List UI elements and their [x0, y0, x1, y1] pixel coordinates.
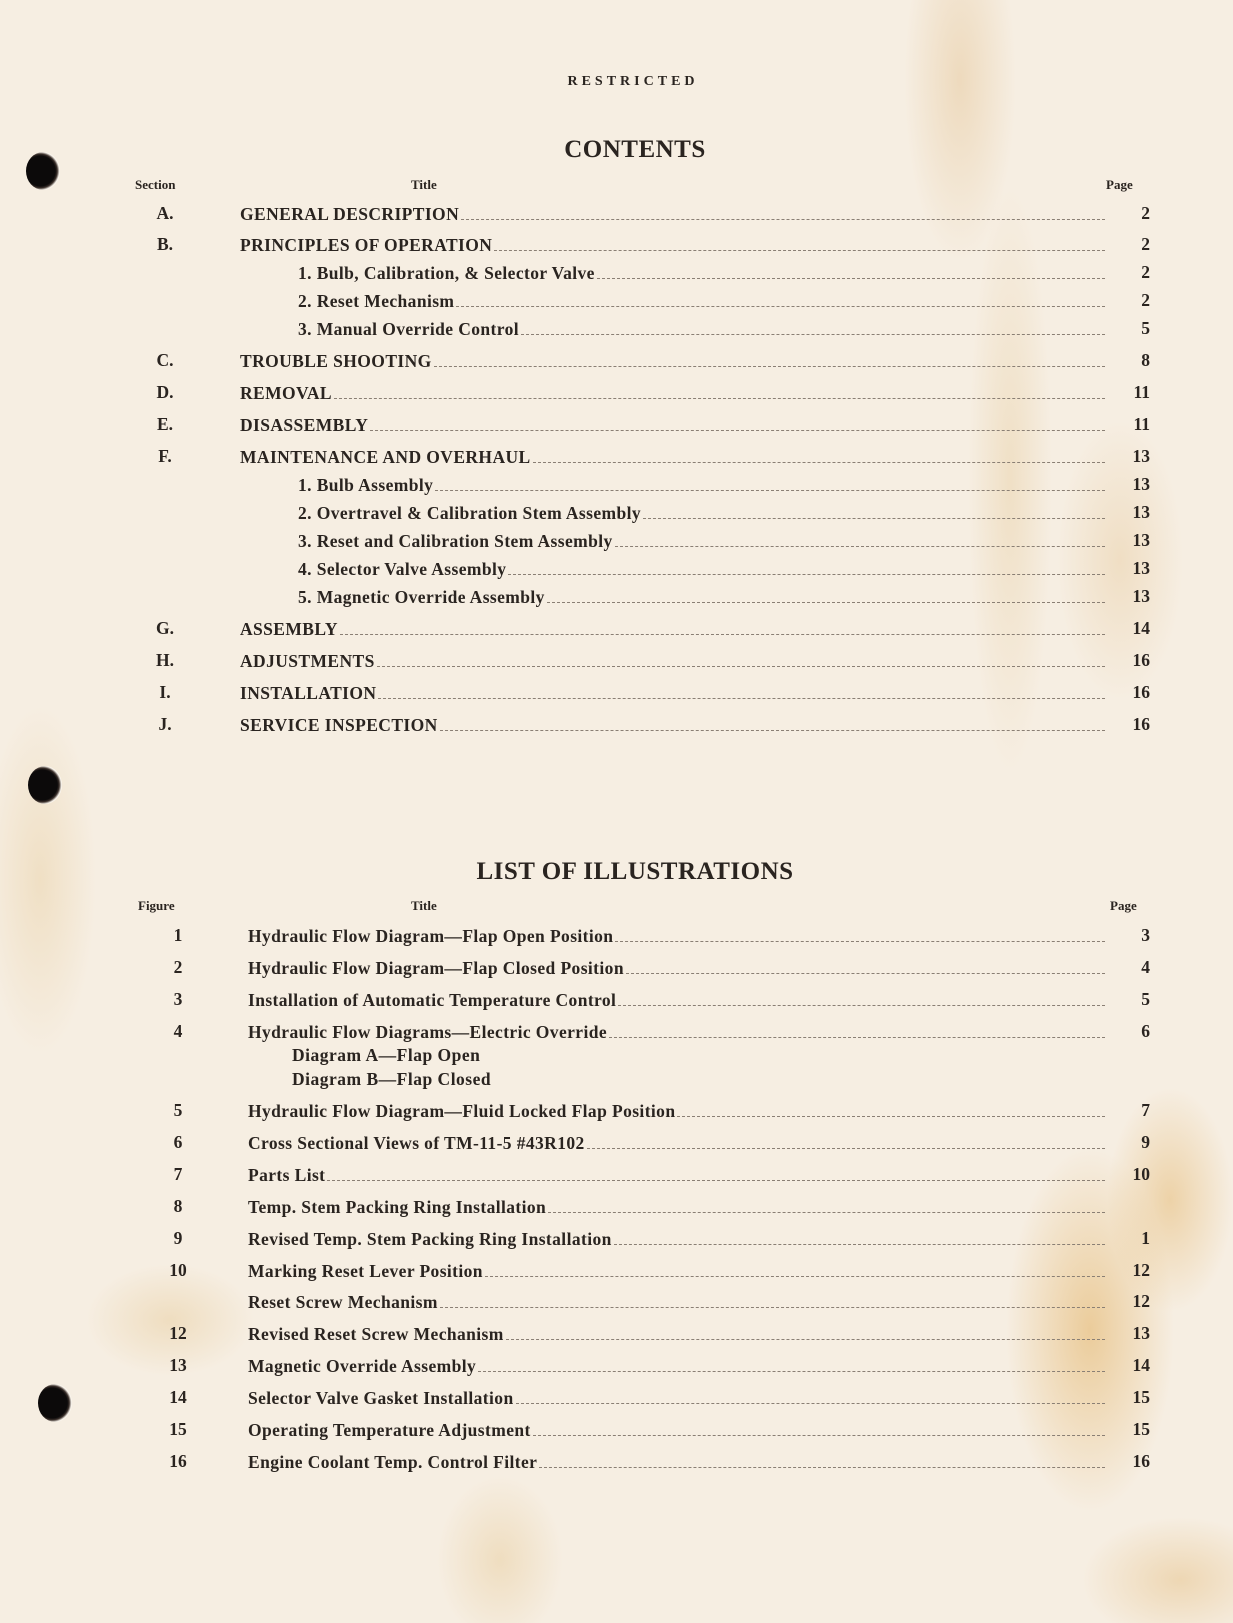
entry-title [248, 1260, 1113, 1282]
page-number: 5 [1141, 318, 1150, 338]
entry-title-text: INSTALLATION [240, 683, 377, 703]
section-letter: C. [156, 350, 174, 370]
leader-dots [626, 957, 1105, 974]
section-letter: I. [159, 682, 171, 702]
entry-title [298, 262, 1113, 284]
leader-dots [478, 1355, 1105, 1372]
contents-row [0, 618, 1233, 644]
page-number: 16 [1132, 1451, 1150, 1471]
contents-row [0, 350, 1233, 376]
leader-dots [539, 1451, 1105, 1468]
section-letter: F. [158, 446, 172, 466]
page-number: 2 [1141, 290, 1150, 310]
figure-number: 7 [173, 1164, 183, 1184]
section-letter: H. [156, 650, 174, 670]
page-number: 11 [1133, 414, 1150, 434]
entry-title [248, 1021, 1113, 1043]
page-number: 13 [1132, 558, 1150, 578]
page-number: 13 [1132, 474, 1150, 494]
entry-title-text: SERVICE INSPECTION [240, 715, 438, 735]
illustration-row [0, 1228, 1233, 1254]
entry-title [240, 350, 1113, 372]
entry-title [248, 1196, 1113, 1218]
illustration-row [0, 1419, 1233, 1445]
figure-number: 2 [173, 957, 183, 977]
entry-title [248, 1355, 1113, 1377]
entry-title [240, 414, 1113, 436]
entry-title [298, 318, 1113, 340]
leader-dots [327, 1164, 1105, 1181]
illustration-row [0, 925, 1233, 951]
leader-dots [494, 234, 1105, 251]
figure-number: 3 [173, 989, 183, 1009]
contents-row [0, 682, 1233, 708]
entry-title-text: Cross Sectional Views of TM-11-5 #43R102 [248, 1133, 585, 1153]
entry-title [248, 1387, 1113, 1409]
entry-title [240, 382, 1113, 404]
illustration-row [0, 1451, 1233, 1477]
contents-row [0, 558, 1233, 584]
leader-dots [434, 350, 1105, 367]
entry-title-text: Hydraulic Flow Diagram—Flap Open Position [248, 926, 614, 946]
page-number: 15 [1132, 1387, 1150, 1407]
figure-number: 8 [173, 1196, 183, 1216]
page-number: 13 [1132, 530, 1150, 550]
entry-title-text: Magnetic Override Assembly [248, 1356, 477, 1376]
leader-dots [440, 714, 1105, 731]
entry-title-text: MAINTENANCE AND OVERHAUL [240, 447, 531, 467]
contents-heading: CONTENTS [564, 136, 706, 163]
contents-row [0, 530, 1233, 556]
figure-number: 10 [169, 1260, 187, 1280]
entry-title [298, 530, 1113, 552]
entry-title [248, 957, 1113, 979]
entry-title [298, 586, 1113, 608]
leader-dots [533, 446, 1105, 463]
illustration-row [0, 1387, 1233, 1413]
figure-number: 1 [173, 925, 183, 945]
leader-dots [440, 1291, 1105, 1308]
entry-title [248, 1419, 1113, 1441]
entry-title-text: TROUBLE SHOOTING [240, 351, 432, 371]
entry-title [240, 618, 1113, 640]
illustration-row [0, 1260, 1233, 1286]
diagram-subtitle: Diagram B—Flap Closed [292, 1069, 492, 1089]
illustration-row [0, 1100, 1233, 1126]
contents-row [0, 650, 1233, 676]
page-number: 11 [1133, 382, 1150, 402]
leader-dots [334, 382, 1105, 399]
section-letter: A. [156, 203, 174, 223]
entry-title-text: 3. Manual Override Control [298, 319, 520, 339]
page-number: 12 [1132, 1260, 1150, 1280]
entry-title-text: Hydraulic Flow Diagram—Fluid Locked Flap Position [248, 1101, 676, 1121]
page-number: 2 [1141, 234, 1150, 254]
entry-title-text: ASSEMBLY [240, 619, 338, 639]
leader-dots [521, 318, 1105, 335]
illustration-row [0, 1021, 1233, 1047]
illustration-row [0, 1355, 1233, 1381]
page-number: 3 [1141, 925, 1150, 945]
page-number: 2 [1141, 262, 1150, 282]
contents-row [0, 318, 1233, 344]
leader-dots [456, 290, 1105, 307]
leader-dots [516, 1387, 1105, 1404]
illustrations-col-title: Title [411, 898, 437, 913]
contents-row [0, 203, 1233, 229]
entry-title-text: Revised Temp. Stem Packing Ring Installation [248, 1229, 612, 1249]
classification-marking: RESTRICTED [567, 74, 699, 89]
entry-title-text: 2. Overtravel & Calibration Stem Assembly [298, 503, 642, 523]
leader-dots [618, 989, 1105, 1006]
contents-col-page: Page [1106, 177, 1133, 192]
entry-title-text: Installation of Automatic Temperature Control [248, 990, 617, 1010]
entry-title [248, 1132, 1113, 1154]
contents-row [0, 414, 1233, 440]
leader-dots [533, 1419, 1105, 1436]
figure-number: 12 [169, 1323, 187, 1343]
contents-row [0, 446, 1233, 472]
entry-title-text: Selector Valve Gasket Installation [248, 1388, 514, 1408]
entry-title [298, 558, 1113, 580]
leader-dots [643, 502, 1105, 519]
entry-title-text: 5. Magnetic Override Assembly [298, 587, 545, 607]
page-number: 15 [1132, 1419, 1150, 1439]
page-number: 9 [1141, 1132, 1150, 1152]
leader-dots [677, 1100, 1105, 1117]
leader-dots [506, 1323, 1105, 1340]
entry-title-text: Reset Screw Mechanism [248, 1292, 438, 1312]
contents-row [0, 234, 1233, 260]
page-number: 2 [1141, 203, 1150, 223]
entry-title [298, 474, 1113, 496]
page-number: 7 [1141, 1100, 1150, 1120]
entry-title-text: DISASSEMBLY [240, 415, 369, 435]
entry-title-text: 1. Bulb, Calibration, & Selector Valve [298, 263, 595, 283]
page-number: 13 [1132, 1323, 1150, 1343]
contents-row [0, 290, 1233, 316]
entry-title [248, 1100, 1113, 1122]
entry-title [240, 650, 1113, 672]
contents-row [0, 262, 1233, 288]
figure-number: 9 [173, 1228, 183, 1248]
figure-number: 14 [169, 1387, 187, 1407]
leader-dots [378, 682, 1105, 699]
page-number: 16 [1132, 714, 1150, 734]
entry-title-text: Operating Temperature Adjustment [248, 1420, 531, 1440]
section-letter: G. [156, 618, 174, 638]
leader-dots [597, 262, 1105, 279]
page-number: 13 [1132, 446, 1150, 466]
page-number: 13 [1132, 586, 1150, 606]
entry-title-text: Parts List [248, 1165, 326, 1185]
entry-title-text: Marking Reset Lever Position [248, 1261, 483, 1281]
illustration-row [0, 1132, 1233, 1158]
entry-title-text: 1. Bulb Assembly [298, 475, 434, 495]
section-letter: E. [156, 414, 174, 434]
entry-title [298, 290, 1113, 312]
contents-col-title: Title [411, 177, 437, 192]
entry-title [240, 714, 1113, 736]
diagram-subtitle: Diagram A—Flap Open [292, 1045, 481, 1065]
contents-row [0, 714, 1233, 740]
page-number: 16 [1132, 682, 1150, 702]
entry-title-text: Temp. Stem Packing Ring Installation [248, 1197, 547, 1217]
entry-title [240, 682, 1113, 704]
entry-title [248, 925, 1113, 947]
leader-dots [548, 1196, 1105, 1213]
entry-title-text: Hydraulic Flow Diagram—Flap Closed Position [248, 958, 624, 978]
page-number: 4 [1141, 957, 1150, 977]
figure-number: 6 [173, 1132, 183, 1152]
entry-title [248, 1451, 1113, 1473]
entry-title-text: GENERAL DESCRIPTION [240, 204, 460, 224]
leader-dots [485, 1260, 1105, 1277]
leader-dots [340, 618, 1105, 635]
entry-title-text: 2. Reset Mechanism [298, 291, 455, 311]
page-number: 6 [1141, 1021, 1150, 1041]
figure-number: 13 [169, 1355, 187, 1375]
entry-title [248, 1291, 1113, 1313]
entry-title-text: Engine Coolant Temp. Control Filter [248, 1452, 538, 1472]
illustration-row [0, 1164, 1233, 1190]
entry-title-text: ADJUSTMENTS [240, 651, 375, 671]
leader-dots [461, 203, 1105, 220]
entry-title [248, 989, 1113, 1011]
entry-title-text: 4. Selector Valve Assembly [298, 559, 507, 579]
leader-dots [614, 1228, 1105, 1245]
illustration-row [0, 957, 1233, 983]
figure-number: 5 [173, 1100, 183, 1120]
entry-title [248, 1228, 1113, 1250]
page-number: 12 [1132, 1291, 1150, 1311]
entry-title-text: Hydraulic Flow Diagrams—Electric Override [248, 1022, 608, 1042]
illustration-row [0, 1323, 1233, 1349]
page-number: 5 [1141, 989, 1150, 1009]
leader-dots [370, 414, 1105, 431]
leader-dots [609, 1021, 1105, 1038]
section-letter: B. [156, 234, 174, 254]
leader-dots [615, 925, 1105, 942]
illustration-row [0, 1196, 1233, 1222]
entry-title-text: Revised Reset Screw Mechanism [248, 1324, 504, 1344]
leader-dots [615, 530, 1105, 547]
entry-title [240, 234, 1113, 256]
leader-dots [377, 650, 1105, 667]
contents-row [0, 382, 1233, 408]
page-number: 14 [1132, 1355, 1150, 1375]
page-number: 10 [1132, 1164, 1150, 1184]
figure-number: 4 [173, 1021, 183, 1041]
page-number: 13 [1132, 502, 1150, 522]
entry-title-text: PRINCIPLES OF OPERATION [240, 235, 493, 255]
leader-dots [547, 586, 1105, 603]
page-number: 8 [1141, 350, 1150, 370]
entry-title [240, 203, 1113, 225]
contents-row [0, 474, 1233, 500]
entry-title [240, 446, 1113, 468]
figure-number: 15 [169, 1419, 187, 1439]
entry-title-text: REMOVAL [240, 383, 332, 403]
page-number: 1 [1141, 1228, 1150, 1248]
contents-row [0, 586, 1233, 612]
illustrations-col-figure: Figure [138, 898, 175, 913]
entry-title-text: 3. Reset and Calibration Stem Assembly [298, 531, 613, 551]
entry-title [248, 1164, 1113, 1186]
section-letter: D. [156, 382, 174, 402]
entry-title [298, 502, 1113, 524]
page-number: 16 [1132, 650, 1150, 670]
leader-dots [587, 1132, 1105, 1149]
binder-hole-icon [28, 766, 62, 804]
leader-dots [435, 474, 1105, 491]
entry-title [248, 1323, 1113, 1345]
leader-dots [508, 558, 1105, 575]
contents-row [0, 502, 1233, 528]
contents-col-section: Section [135, 177, 176, 192]
illustration-row [0, 989, 1233, 1015]
figure-number: 16 [169, 1451, 187, 1471]
illustrations-heading: LIST OF ILLUSTRATIONS [476, 858, 794, 885]
page-number: 14 [1132, 618, 1150, 638]
section-letter: J. [158, 714, 172, 734]
illustrations-col-page: Page [1110, 898, 1137, 913]
illustration-row [0, 1291, 1233, 1317]
